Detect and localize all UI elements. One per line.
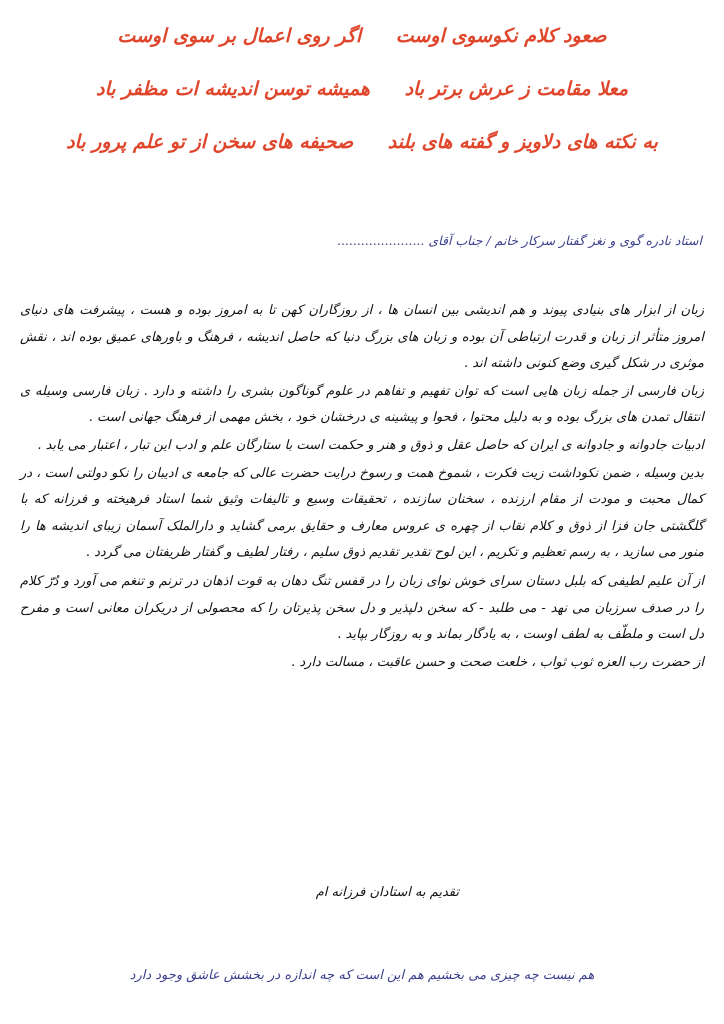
poem-line	[0, 22, 724, 50]
body-paragraph: از آن علیم لطیفی که بلبل دستان سرای خوش نوای زبان را در قفس تنگ دهان به قوت اذهان در ترنم و تنغم می آورد و دُرّ کلام را در صدف سرزبان می نهد - می طلبد - که سخن دلپذیر و دل سخن پذیرتان را که محصولی از دریکران معانی است و مفرح دل است و ملطّف به لطف اوست ، به یادگار بماند و به روزگار بپاید .	[20, 573, 704, 643]
poem-hemistich-left: صحیفه های سخن از تو علم پرور باد	[66, 131, 354, 153]
body-paragraph: زبان فارسی از جمله زبان هایی است که توان تفهیم و تفاهم در علوم گوناگون بشری را داشته و دارد . زبان فارسی وسیله ی انتقال تمدن های بزرگ بوده و به دلیل محتوا ، فحوا و پیشینه ی درخشان خود ، بخش مهمی از فرهنگ جهانی است .	[20, 383, 704, 426]
body-paragraph: از حضرت رب العزه ثوب ثواب ، خلعت صحت و حسن عاقبت ، مسالت دارد .	[291, 654, 704, 670]
poem-hemistich-left: همیشه توسن اندیشه ات مظفر باد	[95, 78, 370, 100]
poem-line	[0, 128, 724, 156]
poem-hemistich-right: به نکته های دلاویز و گفته های بلند	[387, 131, 658, 153]
body-paragraph: ادبیات جادوانه و جادوانه ی ایران که حاصل عقل و ذوق و هنر و حکمت است با ستارگان علم و ادب این تبار ، اعتبار می یابد .	[37, 437, 704, 453]
poem-line	[0, 75, 724, 103]
footer-quote: هم نیست چه چیزی می بخشیم هم این است که چه اندازه در بخشش عاشق وجود دارد	[129, 968, 595, 983]
recipient-name-placeholder: ......................	[336, 233, 425, 248]
body-paragraph: بدین وسیله ، ضمن نکوداشت زیت فکرت ، شموخ همت و رسوخ درایت حضرت عالی که جامعه ی ادیبان را نکو دولتی است ، در کمال محبت و مودت از مقام ارزنده ، سخنان سازنده ، تحقیقات وسیع و تالیفات وثیق شما استاد فرهیخته و فرزانه که با گلگشتی جان فزا از ذوق و کلام نقاب از چهره ی عروس معارف و حقایق برمی گشاید و دارالملک آسمان زیبای اندیشه ها را منور می سازید ، به رسم تعظیم و تکریم ، این لوح تقدیر تقدیم ذوق سلیم ، رفتار لطیف و گفتار ظریفتان می گردد .	[20, 465, 704, 561]
poem-block	[0, 22, 724, 181]
recipient-title: استاد نادره گوی و نغز گفتار سرکار خانم / جناب آقای	[428, 233, 702, 248]
recipient-heading	[22, 233, 702, 248]
dedication-line: تقدیم به استادان فرزانه ام	[315, 885, 459, 900]
body-text	[20, 298, 704, 677]
poem-hemistich-left: اگر روی اعمال بر سوی اوست	[117, 25, 362, 47]
poem-hemistich-right: صعود کلام نکوسوی اوست	[395, 25, 607, 47]
poem-hemistich-right: معلا مقامت ز عرش برتر باد	[404, 78, 629, 100]
body-paragraph: زبان از ابزار های بنیادی پیوند و هم اندیشی بین انسان ها ، از روزگاران کهن تا به امروز بوده و هست ، پیشرفت های دنیای امروز متأثر از زبان و قدرت ارتباطی آن بوده و زبان های بزرگ دنیا که حاصل اندیشه ، فرهنگ و باورهای عمیق بوده اند ، نقش موثری در شکل گیری وضع کنونی داشته اند .	[20, 303, 704, 372]
